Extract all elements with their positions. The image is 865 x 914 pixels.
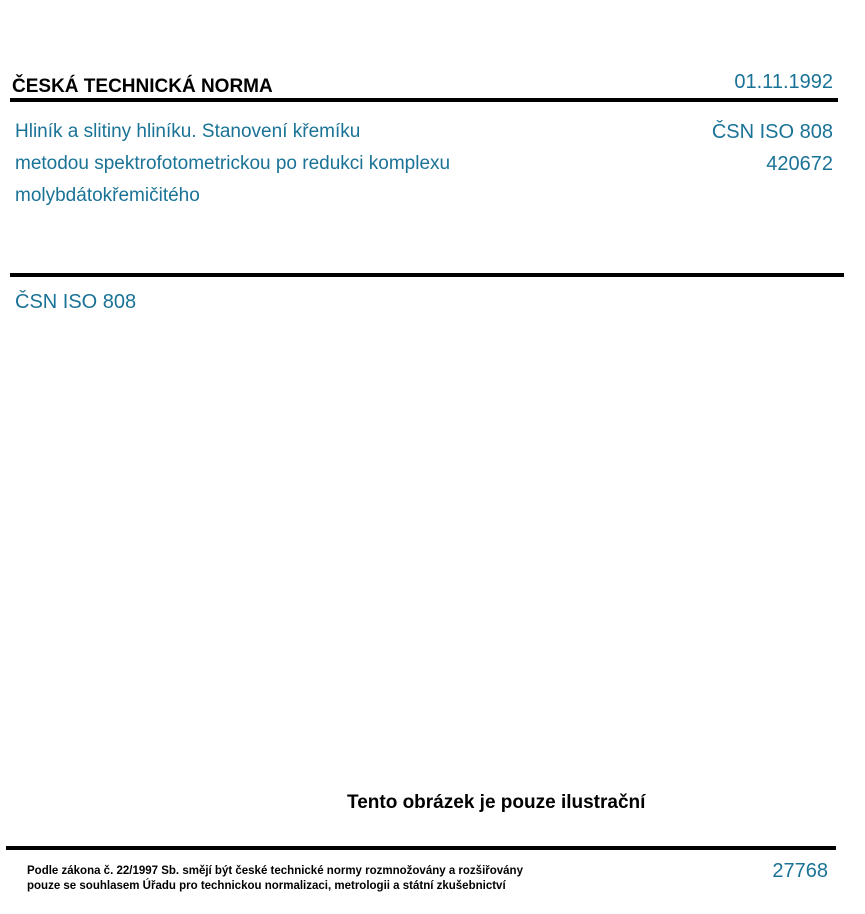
subject-line: molybdátokřemičitého <box>15 185 200 206</box>
legal-line: pouze se souhlasem Úřadu pro technickou normalizaci, metrologii a státní zkušebnictví <box>27 880 506 892</box>
issue-date: 01.11.1992 <box>734 71 833 93</box>
class-number: 420672 <box>766 153 833 175</box>
document-number: 27768 <box>772 860 828 882</box>
illustration-note: Tento obrázek je pouze ilustrační <box>347 792 646 813</box>
section-rule <box>10 273 844 277</box>
standard-reference: ČSN ISO 808 <box>15 291 137 313</box>
legal-line: Podle zákona č. 22/1997 Sb. smějí být české technické normy rozmnožovány a rozšiřovány <box>27 865 523 877</box>
header-rule <box>10 98 838 102</box>
standard-subject <box>15 116 575 212</box>
document-title: ČESKÁ TECHNICKÁ NORMA <box>12 76 273 97</box>
subject-line: metodou spektrofotometrickou po redukci komplexu <box>15 153 451 174</box>
subject-line: Hliník a slitiny hliníku. Stanovení křemíku <box>15 121 361 142</box>
standard-designation: ČSN ISO 808 <box>711 121 833 143</box>
footer-rule <box>6 846 836 850</box>
standard-identifiers <box>712 116 833 180</box>
legal-notice <box>27 864 523 894</box>
